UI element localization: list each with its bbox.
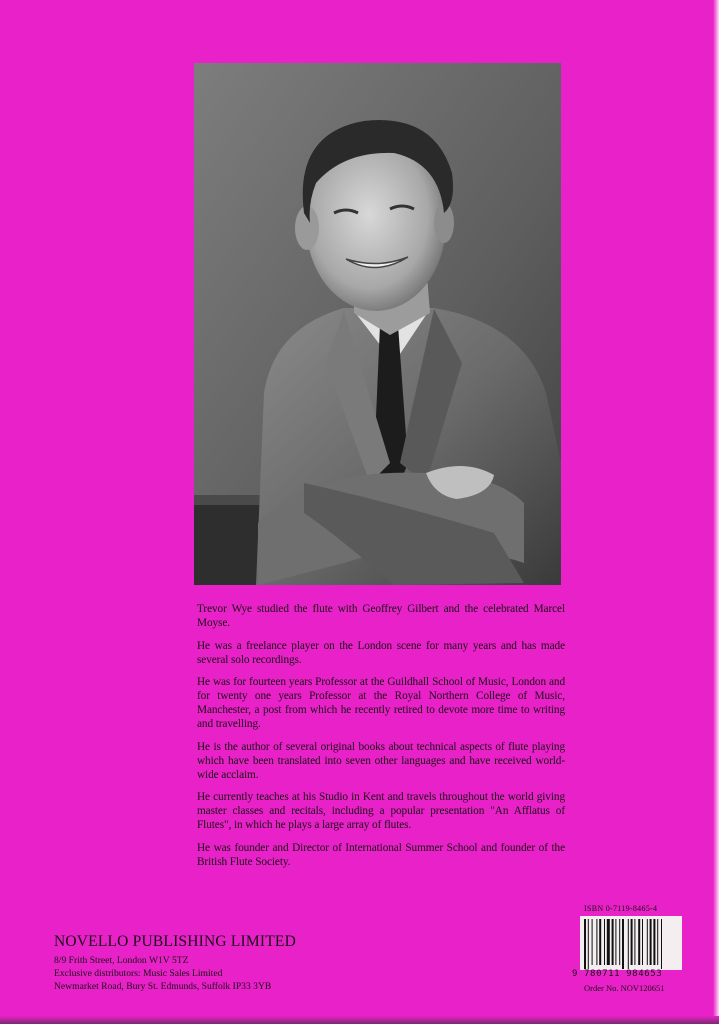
barcode-bar <box>599 919 601 965</box>
author-photo <box>194 63 561 585</box>
bio-paragraph: He was founder and Director of International Summer School and founder of the British Flute Society. <box>197 841 565 868</box>
publisher-name: NOVELLO PUBLISHING LIMITED <box>54 933 296 950</box>
bio-paragraph: Trevor Wye studied the flute with Geoffrey Gilbert and the celebrated Marcel Moyse. <box>197 603 565 629</box>
author-biography <box>197 602 565 877</box>
publisher-block <box>54 933 384 993</box>
barcode-bar <box>657 919 658 965</box>
bio-paragraph: He was for fourteen years Professor at the Guildhall School of Music, London and for twenty one years Professor at the Royal Northern College of Music, Manchester, a post from which he recently retired to devote more time to writing and travelling. <box>197 676 565 730</box>
isbn-label: ISBN 0-7119-8465-4 <box>584 904 658 913</box>
bio-paragraph: He currently teaches at his Studio in Kent and travels throughout the world giving master classes and recitals, including a popular presentation "An Afflatus of Flutes", in which he plays a large array of flutes. <box>197 791 565 831</box>
cover-edge-right <box>713 0 719 1024</box>
barcode-bar <box>647 919 648 965</box>
barcode-bar <box>628 919 629 969</box>
barcode-bar <box>631 919 633 965</box>
cover-edge-bottom <box>0 1016 719 1024</box>
barcode-bar <box>661 919 662 969</box>
barcode-bar <box>653 919 655 965</box>
barcode-bar <box>615 919 616 965</box>
publisher-address: 8/9 Frith Street, London W1V 5TZ <box>54 955 189 966</box>
barcode-digits: 9 780711 984653 <box>572 969 663 979</box>
bio-paragraph: He was a freelance player on the London scene for many years and has made several solo recordings. <box>197 639 565 666</box>
barcode-bar <box>638 919 640 965</box>
bio-paragraph: He is the author of several original books about technical aspects of flute playing which have been translated into seven other languages and have received world-wide acclaim. <box>197 740 565 781</box>
barcode-bar <box>634 919 635 965</box>
barcode-bar <box>588 919 589 969</box>
barcode-bar <box>607 919 610 965</box>
barcode-bar <box>604 919 605 965</box>
distributor-line: Exclusive distributors: Music Sales Limited <box>54 968 223 979</box>
barcode-bar <box>650 919 652 965</box>
barcode-bar <box>622 919 624 969</box>
barcode-bar <box>592 919 593 965</box>
barcode-bar <box>612 919 614 965</box>
barcode-bar <box>619 919 620 965</box>
distributor-address: Newmarket Road, Bury St. Edmunds, Suffolk IP33 3YB <box>54 981 272 992</box>
barcode <box>580 916 682 970</box>
barcode-bar <box>596 919 597 965</box>
order-number: Order No. NOV120651 <box>584 983 665 993</box>
barcode-bar <box>584 919 586 969</box>
barcode-bar <box>642 919 643 965</box>
